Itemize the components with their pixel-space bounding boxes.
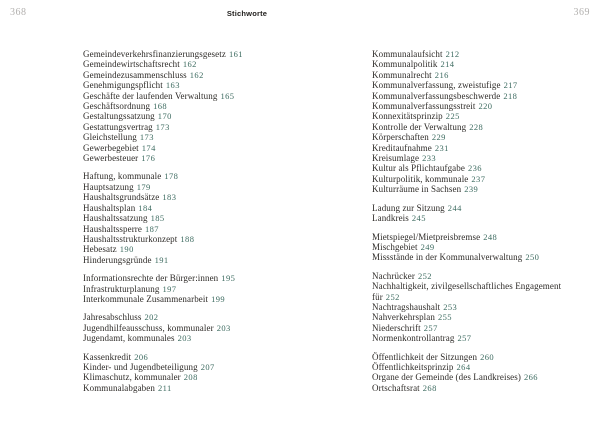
entry-page-ref: 218 [503, 90, 518, 101]
index-entry [83, 111, 301, 121]
entry-page-ref: 165 [220, 90, 235, 101]
entry-term: Missstände in der Kommunalverwaltung [372, 252, 523, 263]
entry-page-ref: 225 [445, 111, 460, 122]
entry-page-ref: 229 [431, 132, 446, 143]
index-entry [83, 182, 301, 192]
entry-term: Ladung zur Sitzung [372, 202, 445, 213]
entry-term: Normenkontrollantrag [372, 333, 455, 344]
entry-page-ref: 168 [153, 101, 168, 112]
entry-term: Gemeindeverkehrsfinanzierungsgesetz [83, 49, 226, 59]
index-entry [372, 242, 576, 252]
entry-page-ref: 178 [164, 171, 179, 182]
index-group [372, 49, 576, 195]
index-entry [372, 323, 576, 333]
entry-term: Kreditaufnahme [372, 142, 432, 153]
index-entry [83, 372, 301, 382]
entry-term: Jugendhilfeausschuss, kommunaler [83, 322, 214, 333]
entry-page-ref: 203 [177, 333, 192, 344]
index-entry [83, 171, 301, 181]
entry-page-ref: 211 [157, 382, 172, 393]
entry-term: Kommunalverfassungsstreit [372, 101, 476, 112]
entry-term: Öffentlichkeit der Sitzungen [372, 351, 478, 362]
entry-term: Gestattungsvertrag [83, 121, 153, 132]
entry-term: Kinder- und Jugendbeteiligung [83, 361, 198, 372]
index-entry [83, 244, 301, 254]
index-entry [83, 362, 301, 372]
entry-term: Kulturräume in Sachsen [372, 184, 462, 195]
index-entry [372, 153, 576, 163]
entry-page-ref: 252 [417, 270, 432, 281]
entry-page-ref: 220 [478, 101, 493, 112]
entry-term: Konnexitätsprinzip [372, 111, 443, 122]
entry-page-ref: 163 [165, 80, 180, 91]
entry-term: Gewerbesteuer [83, 153, 139, 164]
index-entry [372, 184, 576, 194]
entry-term: Nachtragshaushalt [372, 301, 441, 312]
index-entry [83, 383, 301, 393]
entry-term: Öffentlichkeitsprinzip [372, 361, 454, 372]
index-entry [83, 49, 301, 59]
entry-page-ref: 217 [503, 80, 518, 91]
index-entry [83, 80, 301, 90]
entry-term: Gemeindezusammenschluss [83, 69, 187, 80]
entry-term: Gemeindewirtschaftsrecht [83, 59, 180, 70]
entry-term: Haushaltssatzung [83, 213, 148, 224]
entry-page-ref: 253 [443, 301, 458, 312]
index-entry [372, 252, 576, 262]
entry-page-ref: 214 [440, 59, 455, 70]
entry-term: Organe der Gemeinde (des Landkreises) [372, 372, 521, 383]
entry-term: Haushaltsstrukturkonzept [83, 233, 178, 244]
index-entry [83, 59, 301, 69]
index-entry [372, 91, 576, 101]
entry-page-ref: 252 [385, 291, 400, 302]
index-entry [372, 281, 576, 302]
index-entry [372, 203, 576, 213]
entry-page-ref: 202 [144, 312, 159, 323]
entry-page-ref: 257 [457, 333, 472, 344]
index-entry [372, 302, 576, 312]
entry-page-ref: 199 [211, 293, 226, 304]
entry-page-ref: 255 [437, 312, 452, 323]
index-entry [372, 271, 576, 281]
entry-page-ref: 197 [162, 283, 177, 294]
entry-term: Mietspiegel/Mietpreisbremse [372, 231, 481, 242]
index-entry [83, 70, 301, 80]
index-group [83, 49, 301, 163]
entry-page-ref: 231 [434, 142, 449, 153]
index-entry [83, 284, 301, 294]
entry-page-ref: 170 [157, 111, 172, 122]
entry-page-ref: 207 [200, 361, 215, 372]
index-entry [372, 174, 576, 184]
entry-term: Geschäftsordnung [83, 101, 151, 112]
index-entry [83, 192, 301, 202]
index-entry [372, 312, 576, 322]
entry-term: Nahverkehrsplan [372, 312, 435, 323]
index-entry [372, 362, 576, 372]
index-entry [372, 111, 576, 121]
entry-page-ref: 161 [228, 49, 243, 59]
entry-page-ref: 236 [467, 163, 482, 174]
entry-page-ref: 233 [422, 153, 437, 164]
index-entry [372, 333, 576, 343]
entry-term: Haushaltssperre [83, 223, 142, 234]
entry-page-ref: 250 [525, 252, 540, 263]
index-group [83, 273, 301, 304]
entry-page-ref: 260 [480, 351, 495, 362]
entry-term: Jahresabschluss [83, 312, 142, 323]
entry-term: Geschäfte der laufenden Verwaltung [83, 90, 218, 101]
entry-term: Ortschaftsrat [372, 382, 420, 393]
entry-term: Gewerbegebiet [83, 142, 139, 153]
index-group [372, 352, 576, 394]
index-entry [372, 232, 576, 242]
index-entry [83, 312, 301, 322]
entry-term: Jugendamt, kommunales [83, 333, 175, 344]
right-page-number: 369 [573, 7, 590, 18]
entry-term: Kreisumlage [372, 153, 420, 164]
index-entry [83, 323, 301, 333]
entry-term: Körperschaften [372, 132, 429, 143]
index-group [372, 271, 576, 344]
entry-page-ref: 173 [139, 132, 154, 143]
running-header: Stichworte [226, 9, 268, 18]
index-entry [372, 80, 576, 90]
index-entry [83, 203, 301, 213]
entry-page-ref: 244 [447, 202, 462, 213]
left-page-number: 368 [10, 7, 27, 18]
entry-term: Hauptsatzung [83, 181, 134, 192]
entry-term: Mischgebiet [372, 241, 418, 252]
index-entry [83, 101, 301, 111]
entry-page-ref: 162 [189, 69, 204, 80]
entry-page-ref: 249 [420, 241, 435, 252]
entry-page-ref: 212 [445, 49, 460, 59]
index-group [83, 352, 301, 394]
index-entry [372, 213, 576, 223]
index-entry [83, 224, 301, 234]
index-group [372, 203, 576, 224]
entry-term: Nachhaltigkeit, zivilgesellschaftliches Engagement für [372, 281, 562, 302]
entry-term: Infrastrukturplanung [83, 283, 160, 294]
entry-page-ref: 203 [216, 322, 231, 333]
entry-page-ref: 190 [119, 244, 134, 255]
index-entry [372, 352, 576, 362]
index-entry [83, 234, 301, 244]
entry-page-ref: 179 [136, 181, 151, 192]
entry-term: Informationsrechte der Bürger:innen [83, 273, 219, 284]
entry-term: Kassenkredit [83, 351, 132, 362]
entry-page-ref: 185 [150, 213, 165, 224]
index-entry [83, 143, 301, 153]
index-entry [83, 273, 301, 283]
entry-page-ref: 208 [183, 372, 198, 383]
entry-term: Kommunalverfassungsbeschwerde [372, 90, 501, 101]
entry-page-ref: 245 [411, 213, 426, 224]
index-entry [83, 122, 301, 132]
entry-term: Kommunalrecht [372, 69, 432, 80]
entry-page-ref: 268 [422, 382, 437, 393]
entry-page-ref: 206 [134, 351, 149, 362]
entry-term: Niederschrift [372, 322, 421, 333]
index-entry [372, 372, 576, 382]
index-entry [372, 70, 576, 80]
index-column-right [372, 49, 576, 401]
index-entry [83, 352, 301, 362]
entry-term: Kommunalaufsicht [372, 49, 443, 59]
entry-page-ref: 216 [434, 69, 449, 80]
index-entry [83, 333, 301, 343]
index-entry [372, 49, 576, 59]
entry-term: Kommunalverfassung, zweistufige [372, 80, 501, 91]
entry-page-ref: 237 [471, 173, 486, 184]
entry-page-ref: 264 [456, 361, 471, 372]
index-entry [372, 163, 576, 173]
entry-page-ref: 162 [182, 59, 197, 70]
entry-page-ref: 184 [138, 202, 153, 213]
index-entry [372, 132, 576, 142]
index-group [83, 312, 301, 343]
index-group [83, 171, 301, 265]
entry-term: Genehmigungspflicht [83, 80, 163, 91]
entry-page-ref: 195 [221, 273, 236, 284]
entry-term: Kulturpolitik, kommunale [372, 173, 469, 184]
entry-page-ref: 176 [141, 153, 156, 164]
index-entry [83, 153, 301, 163]
entry-term: Klimaschutz, kommunaler [83, 372, 181, 383]
entry-term: Kommunalpolitik [372, 59, 438, 70]
entry-term: Nachrücker [372, 270, 415, 281]
index-entry [83, 255, 301, 265]
entry-term: Haushaltsplan [83, 202, 136, 213]
entry-page-ref: 239 [464, 184, 479, 195]
index-entry [372, 143, 576, 153]
entry-term: Kommunalabgaben [83, 382, 155, 393]
entry-page-ref: 228 [469, 121, 484, 132]
entry-term: Kontrolle der Verwaltung [372, 121, 467, 132]
index-entry [83, 294, 301, 304]
index-entry [83, 132, 301, 142]
entry-page-ref: 257 [423, 322, 438, 333]
index-entry [83, 91, 301, 101]
index-entry [372, 101, 576, 111]
entry-term: Gestaltungssatzung [83, 111, 155, 122]
entry-term: Kultur als Pflichtaufgabe [372, 163, 465, 174]
index-entry [372, 122, 576, 132]
entry-page-ref: 187 [144, 223, 159, 234]
entry-page-ref: 188 [180, 233, 195, 244]
entry-page-ref: 191 [154, 254, 169, 265]
entry-term: Hinderungsgründe [83, 254, 152, 265]
entry-page-ref: 266 [523, 372, 538, 383]
entry-term: Landkreis [372, 213, 409, 224]
entry-term: Haushaltsgrundsätze [83, 192, 160, 203]
index-entry [372, 59, 576, 69]
entry-term: Interkommunale Zusammenarbeit [83, 293, 209, 304]
index-column-left [83, 49, 301, 401]
entry-term: Haftung, kommunale [83, 171, 162, 182]
entry-page-ref: 248 [483, 231, 498, 242]
index-entry [372, 383, 576, 393]
index-group [372, 232, 576, 263]
entry-term: Hebesatz [83, 244, 117, 255]
entry-page-ref: 173 [155, 121, 170, 132]
entry-page-ref: 183 [162, 192, 177, 203]
index-entry [83, 213, 301, 223]
entry-term: Gleichstellung [83, 132, 137, 143]
entry-page-ref: 174 [141, 142, 156, 153]
